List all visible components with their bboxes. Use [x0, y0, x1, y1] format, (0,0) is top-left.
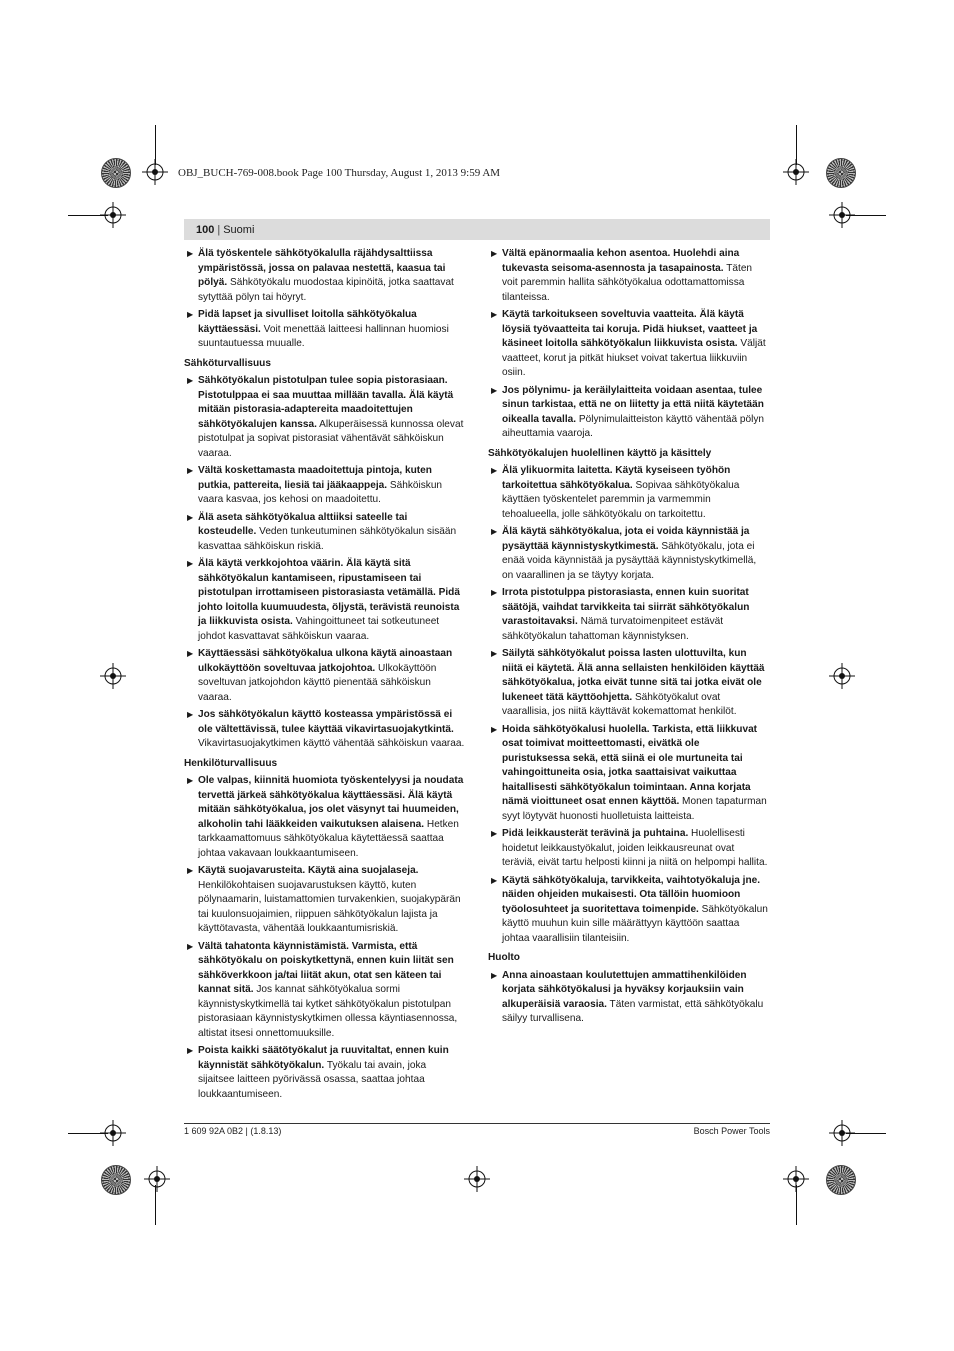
triangle-bullet-icon: ▶ [491, 385, 498, 395]
list-item [488, 647, 769, 720]
crop-mark [155, 1185, 156, 1225]
electrical-list [184, 374, 465, 752]
personal-list [184, 774, 465, 1102]
item-instruction: Vältä koskettamasta maadoitettuja pintoja, kuten putkia, pattereita, liesiä tai jääkaappeja. [198, 465, 432, 491]
list-item [488, 723, 769, 825]
triangle-bullet-icon: ▶ [187, 1046, 194, 1055]
registration-mark-icon [829, 663, 855, 689]
triangle-bullet-icon: ▶ [491, 588, 498, 597]
registration-mark-icon [464, 1166, 490, 1192]
section-heading-service: Huolto [488, 952, 520, 963]
item-instruction: Älä käytä verkkojohtoa väärin. Älä käytä sitä sähkötyökalun kantamiseen, ripustamiseen tai pistotulpan irrottamiseen pistorasiasta vetämällä. Pidä johto loitolla kuumuudesta, öljystä, terävistä reunoista ja liikkuvista osista. [198, 558, 460, 627]
item-explanation: Täten voit paremmin hallita sähkötyökalua odottamattomissa tilanteissa. [502, 262, 753, 303]
triangle-bullet-icon: ▶ [491, 649, 498, 658]
triangle-bullet-icon: ▶ [187, 776, 194, 785]
item-explanation: Väljät vaatteet, korut ja pitkät hiukset voivat takertua liikkuviin osiin. [502, 338, 766, 378]
service-list [488, 969, 769, 1027]
triangle-bullet-icon: ▶ [491, 249, 498, 258]
list-item [184, 511, 465, 555]
list-item [488, 827, 769, 871]
item-instruction: Hoida sähkötyökalusi huolella. Tarkista, että liikkuvat osat toimivat moitteettomasti, eivätkä ole puristuksessa sekä, että siinä ei ole murtuneita tai vahingoittuneita osia, jotka saattaisivat vaikuttaa haitallisesti sähkötyökalun toimintaan. Anna korjata nämä vioittuneet osat ennen käyttöä. [502, 723, 758, 807]
triangle-bullet-icon: ▶ [187, 866, 194, 875]
item-instruction: Ole valpas, kiinnitä huomiota työskentelyysi ja noudata tervettä järkeä sähkötyökalua käyttäessäsi. Älä käytä mitään sähkötyökalua, jos olet väsynyt tai huumeiden, alkoholin tahi lääkkeiden vaikutuksen alaisena. [198, 775, 464, 830]
footer-brand: Bosch Power Tools [693, 1126, 770, 1136]
triangle-bullet-icon: ▶ [187, 512, 194, 522]
list-item [488, 969, 769, 1027]
color-wheel-icon [826, 1165, 856, 1195]
item-instruction: Jos pölynimu- ja keräilylaitteita voidaan asentaa, tulee sinun tarkistaa, että ne on liitetty ja että niitä käytetään oikealla tavalla. [502, 384, 764, 425]
list-item [488, 308, 769, 381]
left-column [184, 247, 465, 1105]
item-instruction: Sähkötyökalun pistotulpan tulee sopia pistorasiaan. Pistotulppaa ei saa muuttaa millään tavalla. Älä käytä mitään pistorasia-adaptereita maadoitettujen sähkötyökalujen kanssa. [198, 375, 454, 430]
triangle-bullet-icon: ▶ [491, 724, 498, 734]
triangle-bullet-icon: ▶ [187, 376, 194, 385]
item-explanation: Työkalu tai avain, joka sijaitsee laitteen pyörivässä osassa, saattaa johtaa loukkaantumiseen. [198, 1059, 427, 1100]
header-language: Suomi [223, 223, 255, 236]
triangle-bullet-icon: ▶ [187, 649, 194, 658]
item-instruction: Älä käytä sähkötyökalua, jota ei voida käynnistää ja pysäyttää käynnistyskytkimestä. [502, 526, 750, 552]
page-number: 100 [196, 223, 215, 236]
crop-mark [846, 1133, 886, 1134]
list-item [488, 874, 769, 947]
triangle-bullet-icon: ▶ [187, 249, 194, 258]
item-instruction: Käyttäessäsi sähkötyökalua ulkona käytä ainoastaan ulkokäyttöön soveltuvaa jatkojohtoa. [198, 648, 453, 674]
intro-list [184, 247, 465, 352]
item-explanation: Jos kannat sähkötyökalua sormi käynnistyskytkimellä tai kytket sähkötyökalun pistotulpan pistorasiaan käynnistyskytkimen ollessa käyntiasennossa, altistat itsesi onnettomuuksille. [198, 984, 458, 1039]
color-wheel-icon [826, 158, 856, 188]
item-explanation: Huolellisesti hoidetut leikkaustyökalut, joiden leikkausreunat ovat teräviä, eivät tartu helposti kiinni ja niitä on helpompi hallita. [502, 828, 768, 868]
list-item [184, 940, 465, 1042]
list-item [184, 374, 465, 461]
triangle-bullet-icon: ▶ [187, 941, 194, 951]
list-item [488, 464, 769, 522]
item-instruction: Irrota pistotulppa pistorasiasta, ennen kuin suoritat säätöjä, vaihdat tarvikkeita tai siirrät sähkötyökalun varastoitavaksi. [502, 587, 750, 627]
item-explanation: Sähkötyökalut ovat vaarallisia, jos niitä käyttävät kokemattomat henkilöt. [502, 691, 737, 717]
color-wheel-icon [101, 158, 131, 188]
crop-mark [155, 125, 156, 165]
item-explanation: Henkilökohtaisen suojavarustuksen käyttö, kuten pölynaamarin, luistamattomien turvakenkien, suojakypärän tai kuulonsuojaimien, riippuen sähkötyökalun lajista ja käyttötavasta, vähentää loukkaantumisriskiä. [198, 879, 461, 934]
triangle-bullet-icon: ▶ [491, 875, 498, 885]
item-explanation: Pölynimulaitteiston käyttö vähentää pölyn aiheuttamia vaaroja. [502, 413, 765, 439]
item-instruction: Säilytä sähkötyökalut poissa lasten ulottuvilta, kun niitä ei käytetä. Älä anna sellaisten henkilöiden käyttää sähkötyökalua, jotka eivät tunne sitä tai jotka eivät ole lukeneet tätä käyttöohjetta. [502, 648, 765, 703]
item-instruction: Älä ylikuormita laitetta. Käytä kyseiseen työhön tarkoitettua sähkötyökalua. [502, 465, 731, 491]
triangle-bullet-icon: ▶ [491, 466, 498, 475]
care-list [488, 464, 769, 946]
item-explanation: Sähkötyökalu muodostaa kipinöitä, jotka saattavat sytyttää pölyn tai höyryt. [198, 277, 454, 303]
item-instruction: Käytä tarkoitukseen soveltuvia vaatteita. Älä käytä löysiä työvaatteita tai koruja. Pidä hiukset, vaatteet ja käsineet loitolla sähkötyökalun liikkuvista osista. [502, 309, 758, 349]
color-wheel-icon [101, 1165, 131, 1195]
item-instruction: Älä työskentele sähkötyökalulla räjähdysalttiissa ympäristössä, jossa on palavaa nestettä, kaasua tai pölyä. [198, 248, 446, 288]
triangle-bullet-icon: ▶ [491, 310, 498, 319]
right-column [488, 247, 769, 1030]
triangle-bullet-icon: ▶ [187, 466, 194, 475]
item-explanation: Ulkokäyttöön soveltuvan jatkojohdon käyttö pienentää sähköiskun vaaraa. [198, 662, 437, 703]
item-instruction: Käytä sähkötyökaluja, tarvikkeita, vaihtotyökaluja jne. näiden ohjeiden mukaisesti. Ota tällöin huomioon työolosuhteet ja suoritettava toimenpide. [502, 874, 761, 915]
crop-mark [68, 215, 108, 216]
footer-rule [184, 1123, 770, 1124]
item-explanation: Sopivaa sähkötyökalua käyttäen työskentelet paremmin ja varmemmin tehoalueella, jolle sähkötyökalu on tarkoitettu. [502, 479, 740, 520]
page-header [184, 219, 770, 240]
crop-mark [796, 125, 797, 165]
triangle-bullet-icon: ▶ [491, 527, 498, 536]
list-item [184, 308, 465, 352]
list-item [488, 384, 769, 442]
list-item [488, 525, 769, 583]
item-instruction: Käytä suojavarusteita. Käytä aina suojalaseja. [198, 865, 419, 876]
item-instruction: Anna ainoastaan koulutettujen ammattihenkilöiden korjata sähkötyökalusi ja hyväksy korjauksiin vain alkuperäisiä varaosia. [502, 969, 747, 1010]
item-instruction: Vältä epänormaalia kehon asentoa. Huolehdi aina tukevasta seisoma-asennosta ja tasapainosta. [502, 248, 740, 274]
personal-list-continued [488, 247, 769, 442]
triangle-bullet-icon: ▶ [491, 829, 498, 838]
list-item [184, 1044, 465, 1102]
item-explanation: Monen tapaturman syyt löytyvät huonosti huolletuista laitteista. [502, 796, 767, 822]
item-instruction: Jos sähkötyökalun käyttö kosteassa ympäristössä ei ole vältettävissä, tulee käyttää vikavirtasuojakytkintä. [198, 709, 454, 735]
crop-mark [796, 1185, 797, 1225]
item-explanation: Sähkötyökalu, jota ei enää voida käynnistää ja pysäyttää käynnistyskytkimellä, on vaarallinen ja se täytyy korjata. [502, 540, 757, 581]
triangle-bullet-icon: ▶ [187, 559, 194, 568]
footer-doc-number: 1 609 92A 0B2 | (1.8.13) [184, 1126, 282, 1136]
section-heading-electrical: Sähköturvallisuus [184, 357, 271, 369]
list-item [184, 247, 465, 305]
item-explanation: Sähköiskun vaara kasvaa, jos kehosi on maadoitettu. [198, 479, 443, 505]
triangle-bullet-icon: ▶ [187, 710, 194, 719]
item-explanation: Voit menettää laitteesi hallinnan huomiosi suuntautuessa muualle. [198, 323, 449, 349]
item-instruction: Älä aseta sähkötyökalua alttiiksi sateelle tai kosteudelle. [198, 511, 408, 537]
item-explanation: Sähkötyökalun käyttö muuhun kuin sille määrättyyn käyttöön saattaa johtaa vaarallisiin tilanteisiin. [502, 903, 768, 944]
list-item [184, 557, 465, 644]
crop-mark [846, 215, 886, 216]
item-explanation: Alkuperäisessä kunnossa olevat pistotulpat ja sopivat pistorasiat vähentävät sähköiskun vaaraa. [198, 418, 464, 459]
section-heading-care: Sähkötyökalujen huolellinen käyttö ja käsittely [488, 447, 712, 459]
list-item [488, 247, 769, 305]
registration-mark-icon [100, 663, 126, 689]
crop-mark [68, 1133, 108, 1134]
print-info: OBJ_BUCH-769-008.book Page 100 Thursday, August 1, 2013 9:59 AM [178, 167, 501, 179]
item-instruction: Poista kaikki säätötyökalut ja ruuvitaltat, ennen kuin käynnistät sähkötyökalun. [198, 1045, 449, 1071]
list-item [184, 774, 465, 861]
registration-mark-icon [144, 1166, 170, 1192]
list-item [488, 586, 769, 644]
item-explanation: Hetken tarkkaamattomuus sähkötyökalua käytettäessä saattaa johtaa vakavaan loukkaantumiseen. [198, 818, 459, 859]
triangle-bullet-icon: ▶ [187, 310, 194, 319]
list-item [184, 464, 465, 508]
header-separator: | [217, 223, 221, 236]
triangle-bullet-icon: ▶ [491, 970, 498, 980]
item-instruction: Pidä leikkausterät terävinä ja puhtaina. [502, 828, 689, 839]
item-instruction: Pidä lapset ja sivulliset loitolla sähkötyökalua käyttäessäsi. [198, 309, 417, 335]
section-heading-personal: Henkilöturvallisuus [184, 757, 278, 769]
list-item [184, 708, 465, 752]
list-item [184, 647, 465, 705]
item-explanation: Täten varmistat, että sähkötyökalu säilyy turvallisena. [502, 998, 764, 1024]
item-explanation: Vikavirtasuojakytkimen käyttö vähentää sähköiskun vaaraa. [198, 738, 465, 749]
item-explanation: Nämä turvatoimenpiteet estävät sähkötyökalun tahattoman käynnistyksen. [502, 616, 724, 642]
item-explanation: Vahingoittuneet tai sotkeutuneet johdot kasvattavat sähköiskun vaaraa. [198, 616, 440, 642]
list-item [184, 864, 465, 937]
item-instruction: Vältä tahatonta käynnistämistä. Varmista, että sähkötyökalu on poiskytkettynä, ennen kuin liität sen sähköverkkoon ja/tai liität akun, otat sen käteen tai kannat sitä. [198, 940, 454, 995]
item-explanation: Veden tunkeutuminen sähkötyökalun sisään kasvattaa sähköiskun riskiä. [198, 526, 457, 552]
